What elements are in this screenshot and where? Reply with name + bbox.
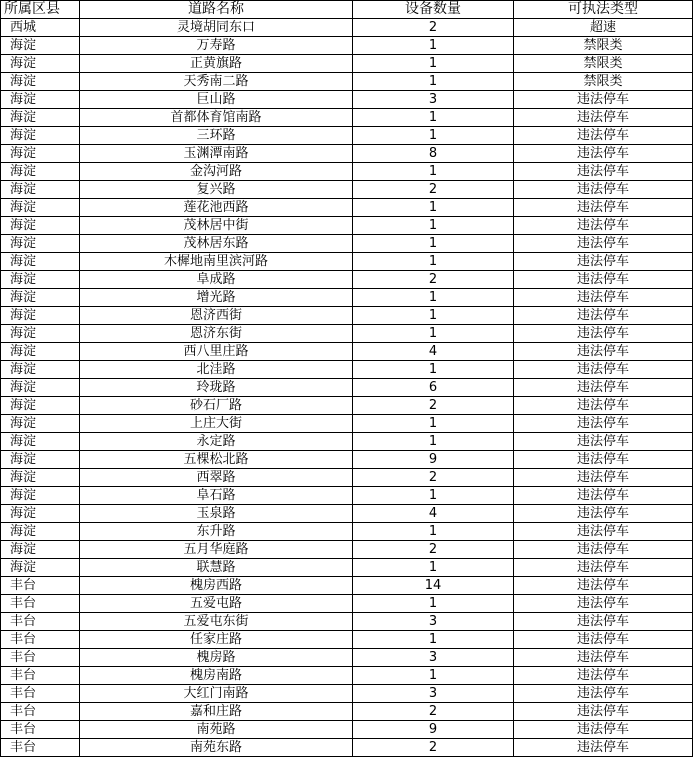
cell-enforcement-type: 违法停车 <box>514 343 693 361</box>
cell-device-count: 1 <box>353 361 514 379</box>
cell-road-name: 东升路 <box>80 523 353 541</box>
table-row <box>1 37 693 55</box>
cell-district: 海淀 <box>1 109 80 127</box>
cell-device-count: 1 <box>353 73 514 91</box>
cell-district: 海淀 <box>1 307 80 325</box>
cell-road-name: 恩济东街 <box>80 325 353 343</box>
cell-device-count: 4 <box>353 505 514 523</box>
table-row <box>1 559 693 577</box>
cell-district: 西城 <box>1 19 80 37</box>
cell-device-count: 8 <box>353 145 514 163</box>
table-row <box>1 127 693 145</box>
cell-district: 海淀 <box>1 343 80 361</box>
table-row <box>1 649 693 667</box>
cell-road-name: 槐房路 <box>80 649 353 667</box>
cell-district: 海淀 <box>1 559 80 577</box>
cell-district: 海淀 <box>1 523 80 541</box>
cell-road-name: 五月华庭路 <box>80 541 353 559</box>
cell-device-count: 1 <box>353 199 514 217</box>
table-row <box>1 451 693 469</box>
header-device-count: 设备数量 <box>353 1 514 19</box>
table-row <box>1 397 693 415</box>
cell-district: 海淀 <box>1 181 80 199</box>
table-row <box>1 703 693 721</box>
header-row <box>1 1 693 19</box>
cell-enforcement-type: 违法停车 <box>514 397 693 415</box>
table-row <box>1 271 693 289</box>
cell-road-name: 复兴路 <box>80 181 353 199</box>
table-row <box>1 145 693 163</box>
table-row <box>1 379 693 397</box>
cell-district: 海淀 <box>1 73 80 91</box>
cell-road-name: 茂林居中街 <box>80 217 353 235</box>
cell-district: 海淀 <box>1 469 80 487</box>
cell-road-name: 五棵松北路 <box>80 451 353 469</box>
cell-enforcement-type: 违法停车 <box>514 415 693 433</box>
cell-road-name: 玉泉路 <box>80 505 353 523</box>
cell-enforcement-type: 违法停车 <box>514 559 693 577</box>
header-district: 所属区县 <box>1 1 80 19</box>
cell-enforcement-type: 违法停车 <box>514 685 693 703</box>
cell-enforcement-type: 违法停车 <box>514 505 693 523</box>
cell-device-count: 1 <box>353 595 514 613</box>
cell-enforcement-type: 违法停车 <box>514 91 693 109</box>
table-row <box>1 91 693 109</box>
table-row <box>1 595 693 613</box>
cell-enforcement-type: 违法停车 <box>514 109 693 127</box>
cell-road-name: 北洼路 <box>80 361 353 379</box>
cell-road-name: 联慧路 <box>80 559 353 577</box>
cell-enforcement-type: 违法停车 <box>514 217 693 235</box>
table-row <box>1 721 693 739</box>
cell-road-name: 五爱屯路 <box>80 595 353 613</box>
cell-device-count: 1 <box>353 523 514 541</box>
cell-device-count: 3 <box>353 91 514 109</box>
cell-road-name: 首都体育馆南路 <box>80 109 353 127</box>
cell-road-name: 嘉和庄路 <box>80 703 353 721</box>
cell-road-name: 西八里庄路 <box>80 343 353 361</box>
cell-district: 海淀 <box>1 127 80 145</box>
cell-enforcement-type: 违法停车 <box>514 487 693 505</box>
table-row <box>1 415 693 433</box>
cell-device-count: 2 <box>353 397 514 415</box>
cell-enforcement-type: 违法停车 <box>514 667 693 685</box>
cell-district: 丰台 <box>1 667 80 685</box>
table-row <box>1 163 693 181</box>
cell-enforcement-type: 违法停车 <box>514 739 693 757</box>
cell-district: 海淀 <box>1 289 80 307</box>
cell-device-count: 9 <box>353 721 514 739</box>
cell-road-name: 天秀南二路 <box>80 73 353 91</box>
cell-enforcement-type: 违法停车 <box>514 271 693 289</box>
cell-district: 海淀 <box>1 415 80 433</box>
table-row <box>1 235 693 253</box>
cell-road-name: 恩济西街 <box>80 307 353 325</box>
cell-road-name: 槐房西路 <box>80 577 353 595</box>
cell-device-count: 3 <box>353 649 514 667</box>
cell-enforcement-type: 违法停车 <box>514 235 693 253</box>
cell-device-count: 1 <box>353 667 514 685</box>
cell-district: 海淀 <box>1 361 80 379</box>
cell-road-name: 万寿路 <box>80 37 353 55</box>
cell-device-count: 4 <box>353 343 514 361</box>
cell-enforcement-type: 违法停车 <box>514 163 693 181</box>
table-row <box>1 685 693 703</box>
cell-device-count: 1 <box>353 415 514 433</box>
cell-enforcement-type: 违法停车 <box>514 577 693 595</box>
cell-district: 海淀 <box>1 235 80 253</box>
table-row <box>1 667 693 685</box>
cell-road-name: 正黄旗路 <box>80 55 353 73</box>
cell-enforcement-type: 违法停车 <box>514 451 693 469</box>
cell-enforcement-type: 违法停车 <box>514 649 693 667</box>
table-row <box>1 487 693 505</box>
table-row <box>1 631 693 649</box>
cell-device-count: 1 <box>353 433 514 451</box>
table-row <box>1 307 693 325</box>
cell-enforcement-type: 禁限类 <box>514 55 693 73</box>
cell-device-count: 2 <box>353 271 514 289</box>
table-header <box>1 1 693 19</box>
cell-enforcement-type: 违法停车 <box>514 469 693 487</box>
table-row <box>1 73 693 91</box>
cell-enforcement-type: 违法停车 <box>514 631 693 649</box>
cell-device-count: 1 <box>353 235 514 253</box>
cell-enforcement-type: 违法停车 <box>514 361 693 379</box>
cell-device-count: 2 <box>353 541 514 559</box>
cell-enforcement-type: 违法停车 <box>514 325 693 343</box>
cell-device-count: 2 <box>353 739 514 757</box>
cell-district: 丰台 <box>1 649 80 667</box>
cell-district: 丰台 <box>1 721 80 739</box>
cell-district: 海淀 <box>1 541 80 559</box>
cell-enforcement-type: 违法停车 <box>514 199 693 217</box>
cell-enforcement-type: 超速 <box>514 19 693 37</box>
cell-device-count: 1 <box>353 217 514 235</box>
cell-road-name: 玉渊潭南路 <box>80 145 353 163</box>
cell-device-count: 1 <box>353 631 514 649</box>
cell-road-name: 莲花池西路 <box>80 199 353 217</box>
cell-enforcement-type: 违法停车 <box>514 307 693 325</box>
cell-device-count: 2 <box>353 19 514 37</box>
cell-enforcement-type: 禁限类 <box>514 73 693 91</box>
cell-district: 海淀 <box>1 433 80 451</box>
cell-district: 海淀 <box>1 199 80 217</box>
cell-district: 海淀 <box>1 505 80 523</box>
cell-district: 丰台 <box>1 685 80 703</box>
cell-enforcement-type: 违法停车 <box>514 145 693 163</box>
cell-enforcement-type: 违法停车 <box>514 289 693 307</box>
cell-enforcement-type: 违法停车 <box>514 721 693 739</box>
cell-device-count: 6 <box>353 379 514 397</box>
cell-district: 海淀 <box>1 253 80 271</box>
cell-device-count: 1 <box>353 487 514 505</box>
table-row <box>1 19 693 37</box>
cell-enforcement-type: 违法停车 <box>514 541 693 559</box>
cell-device-count: 1 <box>353 325 514 343</box>
cell-device-count: 2 <box>353 703 514 721</box>
cell-road-name: 永定路 <box>80 433 353 451</box>
cell-device-count: 1 <box>353 127 514 145</box>
cell-enforcement-type: 违法停车 <box>514 253 693 271</box>
cell-enforcement-type: 违法停车 <box>514 433 693 451</box>
cell-district: 海淀 <box>1 271 80 289</box>
cell-device-count: 3 <box>353 685 514 703</box>
cell-device-count: 1 <box>353 55 514 73</box>
cell-enforcement-type: 违法停车 <box>514 379 693 397</box>
cell-district: 丰台 <box>1 703 80 721</box>
cell-enforcement-type: 违法停车 <box>514 127 693 145</box>
cell-district: 海淀 <box>1 451 80 469</box>
header-road-name: 道路名称 <box>80 1 353 19</box>
cell-device-count: 1 <box>353 109 514 127</box>
cell-district: 海淀 <box>1 397 80 415</box>
cell-road-name: 南苑路 <box>80 721 353 739</box>
cell-road-name: 增光路 <box>80 289 353 307</box>
cell-road-name: 五爱屯东街 <box>80 613 353 631</box>
cell-road-name: 巨山路 <box>80 91 353 109</box>
table-row <box>1 289 693 307</box>
cell-device-count: 1 <box>353 253 514 271</box>
table-row <box>1 199 693 217</box>
cell-enforcement-type: 违法停车 <box>514 613 693 631</box>
table-row <box>1 217 693 235</box>
table-row <box>1 505 693 523</box>
cell-district: 丰台 <box>1 595 80 613</box>
table-body <box>1 19 693 757</box>
cell-enforcement-type: 违法停车 <box>514 703 693 721</box>
header-enforcement-type: 可执法类型 <box>514 1 693 19</box>
cell-road-name: 金沟河路 <box>80 163 353 181</box>
table-row <box>1 361 693 379</box>
cell-district: 海淀 <box>1 145 80 163</box>
cell-road-name: 南苑东路 <box>80 739 353 757</box>
cell-device-count: 1 <box>353 559 514 577</box>
cell-district: 海淀 <box>1 91 80 109</box>
cell-enforcement-type: 违法停车 <box>514 595 693 613</box>
cell-road-name: 茂林居东路 <box>80 235 353 253</box>
table-row <box>1 523 693 541</box>
cell-road-name: 阜石路 <box>80 487 353 505</box>
cell-device-count: 1 <box>353 289 514 307</box>
cell-road-name: 槐房南路 <box>80 667 353 685</box>
table-row <box>1 181 693 199</box>
cell-road-name: 上庄大街 <box>80 415 353 433</box>
cell-enforcement-type: 违法停车 <box>514 523 693 541</box>
cell-device-count: 1 <box>353 307 514 325</box>
cell-device-count: 9 <box>353 451 514 469</box>
cell-road-name: 西翠路 <box>80 469 353 487</box>
cell-device-count: 14 <box>353 577 514 595</box>
cell-district: 丰台 <box>1 631 80 649</box>
cell-district: 海淀 <box>1 163 80 181</box>
cell-device-count: 2 <box>353 469 514 487</box>
cell-road-name: 三环路 <box>80 127 353 145</box>
cell-road-name: 木樨地南里滨河路 <box>80 253 353 271</box>
cell-district: 海淀 <box>1 55 80 73</box>
cell-device-count: 3 <box>353 613 514 631</box>
cell-district: 海淀 <box>1 325 80 343</box>
cell-device-count: 1 <box>353 37 514 55</box>
table-row <box>1 577 693 595</box>
cell-road-name: 玲珑路 <box>80 379 353 397</box>
cell-district: 海淀 <box>1 37 80 55</box>
cell-road-name: 大红门南路 <box>80 685 353 703</box>
cell-road-name: 砂石厂路 <box>80 397 353 415</box>
table-row <box>1 469 693 487</box>
table-row <box>1 109 693 127</box>
cell-district: 丰台 <box>1 613 80 631</box>
cell-enforcement-type: 禁限类 <box>514 37 693 55</box>
cell-road-name: 任家庄路 <box>80 631 353 649</box>
table-row <box>1 343 693 361</box>
table-row <box>1 253 693 271</box>
cell-district: 海淀 <box>1 217 80 235</box>
table-row <box>1 433 693 451</box>
cell-district: 丰台 <box>1 739 80 757</box>
cell-device-count: 2 <box>353 181 514 199</box>
cell-district: 丰台 <box>1 577 80 595</box>
cell-road-name: 阜成路 <box>80 271 353 289</box>
table-row <box>1 325 693 343</box>
cell-road-name: 灵境胡同东口 <box>80 19 353 37</box>
cell-district: 海淀 <box>1 487 80 505</box>
cell-device-count: 1 <box>353 163 514 181</box>
cell-enforcement-type: 违法停车 <box>514 181 693 199</box>
cell-district: 海淀 <box>1 379 80 397</box>
table-row <box>1 739 693 757</box>
table-row <box>1 55 693 73</box>
table-row <box>1 613 693 631</box>
table-row <box>1 541 693 559</box>
